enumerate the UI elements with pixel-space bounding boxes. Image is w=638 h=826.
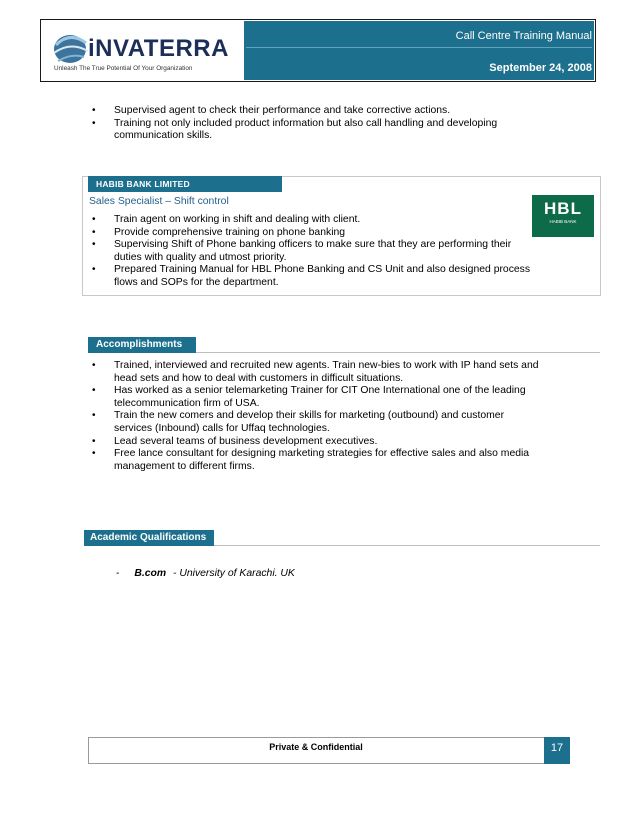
list-item: • Train agent on working in shift and dealing with client. xyxy=(92,214,361,225)
hbl-role: Sales Specialist – Shift control xyxy=(89,196,229,207)
hbl-bullet-list xyxy=(88,214,536,290)
degree-line: - B.com - University of Karachi. UK xyxy=(116,568,295,579)
manual-date: September 24, 2008 xyxy=(489,62,592,74)
page-number: 17 xyxy=(544,737,570,764)
list-item: • Lead several teams of business development executives. xyxy=(92,435,378,447)
list-item: • Supervised agent to check their performance and take corrective actions. xyxy=(92,105,451,116)
list-item: • Provide comprehensive training on phone banking xyxy=(92,226,346,238)
academic-heading: Academic Qualifications xyxy=(84,530,214,546)
list-item: • Train the new comers and develop their skills for marketing (outbound) and customer services (Inbound) calls for Uffaq technologies. xyxy=(92,410,505,434)
company-logo xyxy=(44,23,240,78)
accomplishments-bullet-list xyxy=(88,360,540,473)
footer-label: Private & Confidential xyxy=(269,742,363,752)
academic-rule xyxy=(214,545,600,546)
list-item: • Free lance consultant for designing marketing strategies for effective sales and also media management to different firms. xyxy=(92,448,530,472)
degree-detail: - University of Karachi. UK xyxy=(173,568,295,579)
logo-tagline: Unleash The True Potential Of Your Organization xyxy=(54,65,193,72)
list-item: • Supervising Shift of Phone banking officers to make sure that they are performing their duties with quality and utmost priority. xyxy=(92,239,512,263)
hbl-logo: HBL HABIB BANK xyxy=(532,195,594,237)
hbl-heading: HABIB BANK LIMITED xyxy=(88,176,282,192)
accomplishments-heading: Accomplishments xyxy=(88,337,196,353)
list-item: • Prepared Training Manual for HBL Phone Banking and CS Unit and also designed process flows and SOPs for the department. xyxy=(92,264,531,288)
list-item: • Has worked as a senior telemarketing Trainer for CIT One International one of the leading telecommunication firm of USA. xyxy=(92,385,526,409)
intro-bullet-list xyxy=(88,105,528,143)
logo-wordmark: iNVATERRA xyxy=(88,35,229,62)
list-item: • Trained, interviewed and recruited new agents. Train new-bies to work with IP hand sets and head sets and how to deal with customers in difficult situations. xyxy=(92,360,539,384)
manual-title: Call Centre Training Manual xyxy=(455,30,592,42)
degree-name: B.com xyxy=(134,568,167,579)
list-item: • Training not only included product information but also call handling and developing communication skills. xyxy=(92,117,498,142)
accomplishments-rule xyxy=(196,352,600,353)
